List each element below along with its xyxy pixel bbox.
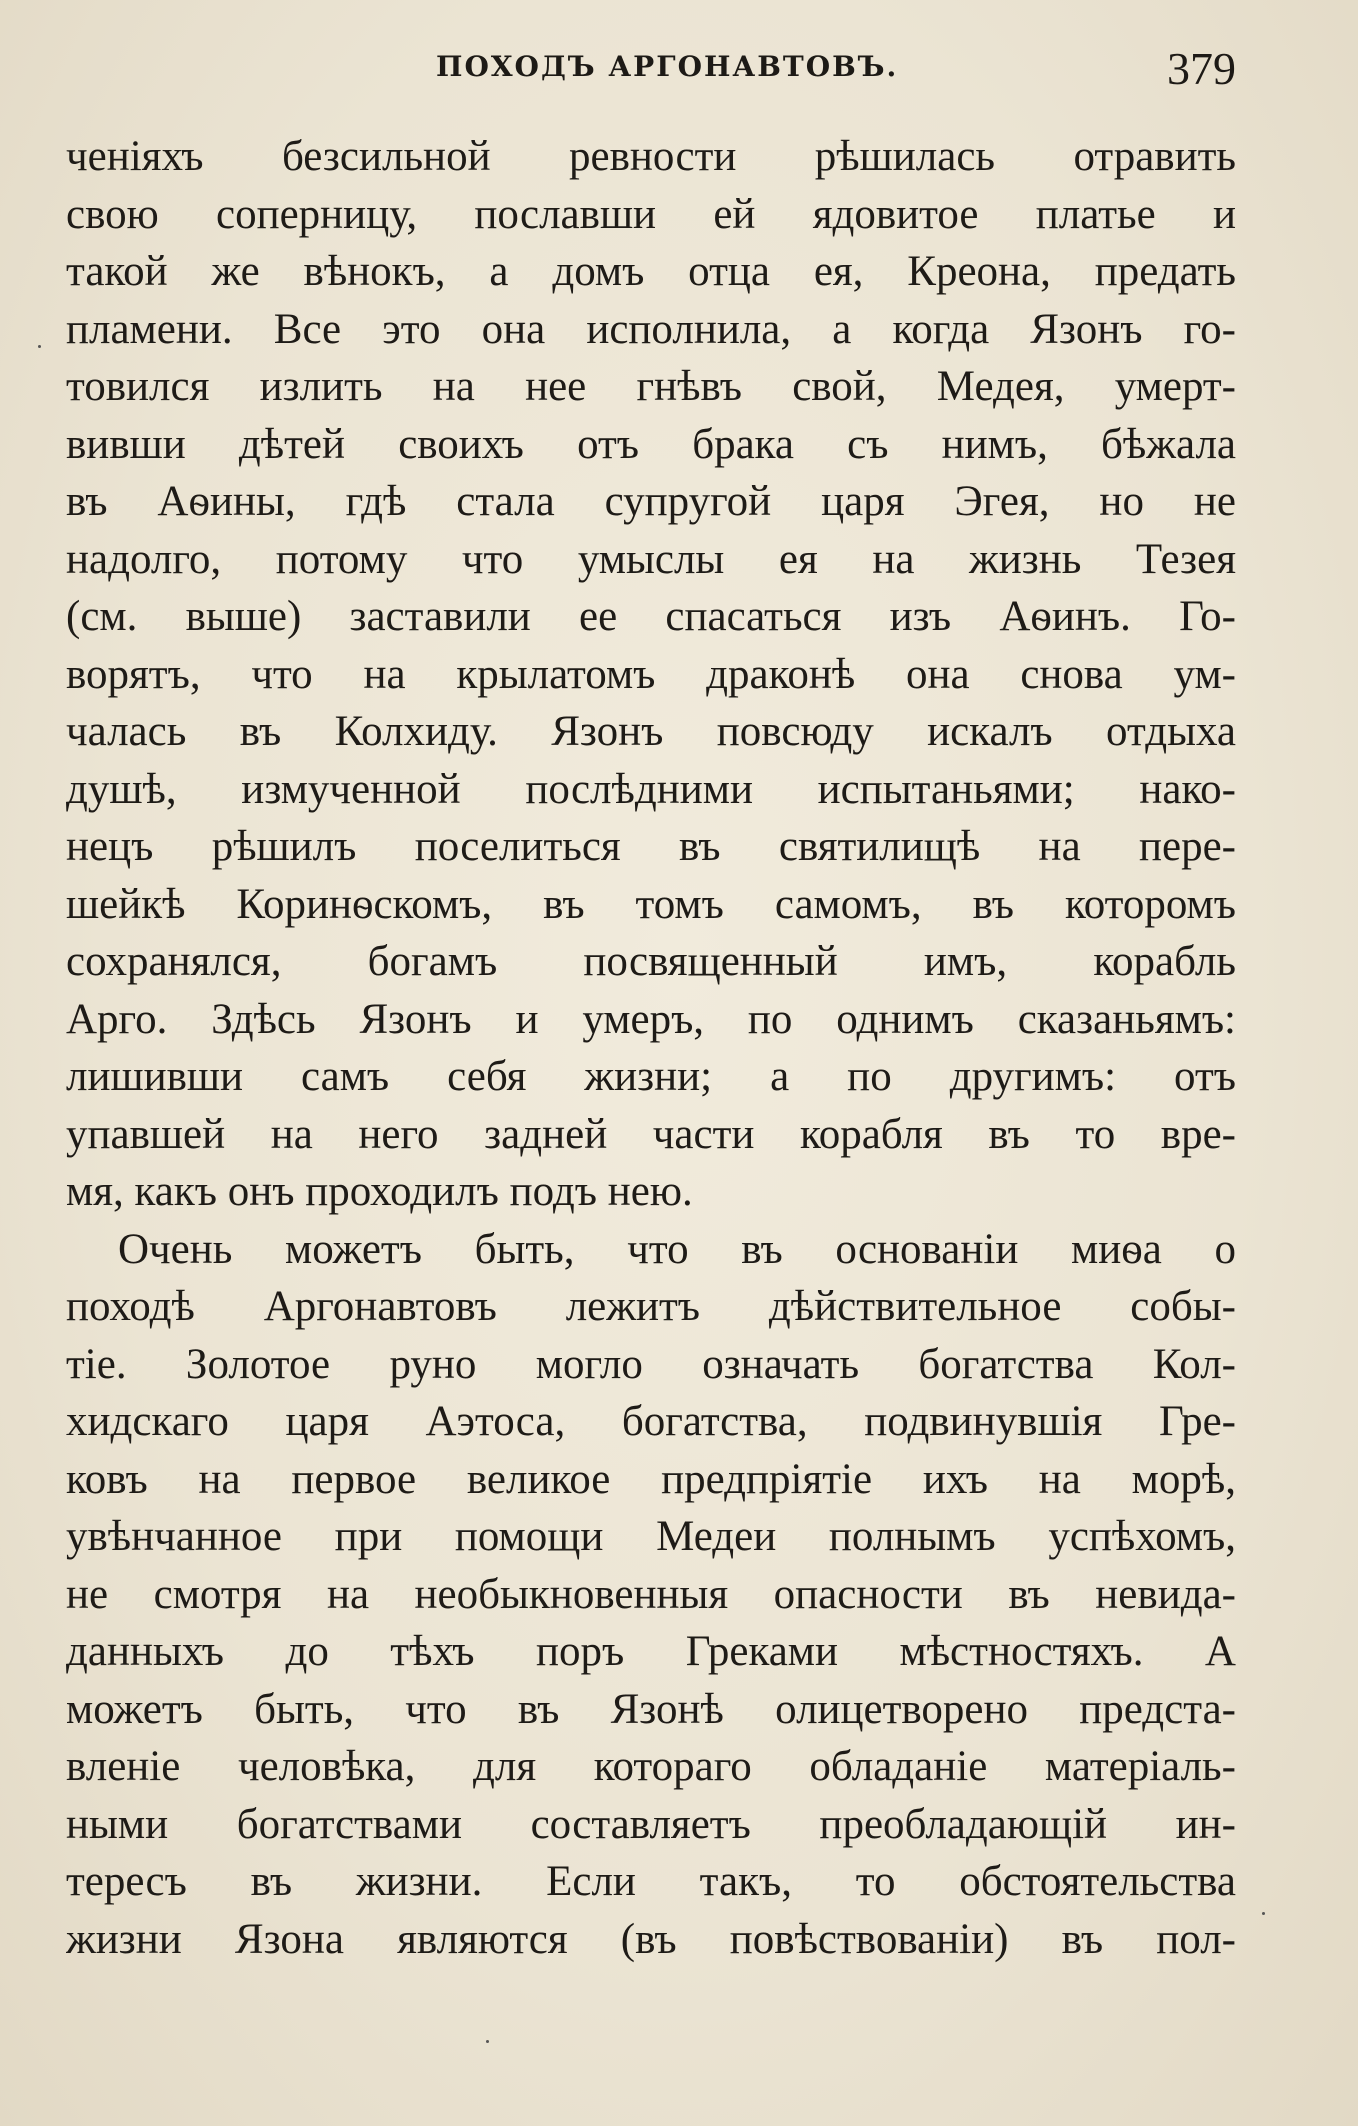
text-line: упавшей на него задней части корабля въ то вре- xyxy=(66,1110,1236,1158)
text-line: нецъ рѣшилъ поселиться въ святилищѣ на пере- xyxy=(66,823,1236,870)
running-head-title: ПОХОДЪ АРГОНАВТОВЪ. xyxy=(436,50,899,83)
text-line: не смотря на необыкновенныя опасности въ невида- xyxy=(66,1570,1236,1618)
text-line: ченіяхъ безсильной ревности рѣшилась отравить xyxy=(66,133,1236,180)
ink-speck xyxy=(486,2040,489,2043)
text-line: Арго. Здѣсь Язонъ и умеръ, по однимъ сказаньямъ: xyxy=(66,995,1236,1043)
text-line: чалась въ Колхиду. Язонъ повсюду искалъ отдыха xyxy=(66,708,1236,755)
text-line: тересъ въ жизни. Если такъ, то обстоятельства xyxy=(66,1858,1236,1905)
running-head xyxy=(66,42,1236,102)
text-line: надолго, потому что умыслы ея на жизнь Тезея xyxy=(66,535,1236,583)
text-line: мя, какъ онъ проходилъ подъ нею. xyxy=(66,1168,693,1215)
text-line: сохранялся, богамъ посвященный имъ, корабль xyxy=(66,938,1236,985)
text-line: увѣнчанное при помощи Медеи полнымъ успѣхомъ, xyxy=(66,1513,1236,1560)
paragraph-1 xyxy=(66,128,1236,1221)
text-line: шейкѣ Коринѳскомъ, въ томъ самомъ, въ которомъ xyxy=(66,880,1236,928)
text-line: свою соперницу, пославши ей ядовитое платье и xyxy=(66,190,1236,238)
paragraph-2 xyxy=(66,1221,1236,1969)
text-line: (см. выше) заставили ее спасаться изъ Аѳинъ. Го- xyxy=(66,593,1236,640)
text-line: въ Аѳины, гдѣ стала супругой царя Эгея, но не xyxy=(66,478,1236,525)
text-line: такой же вѣнокъ, а домъ отца ея, Креона, предать xyxy=(66,248,1236,295)
text-line: хидскаго царя Аэтоса, богатства, подвинувшія Гре- xyxy=(66,1398,1236,1445)
text-line: тіе. Золотое руно могло означать богатства Кол- xyxy=(66,1340,1236,1388)
text-line: ными богатствами составляетъ преобладающій ин- xyxy=(66,1800,1236,1848)
text-line: походѣ Аргонавтовъ лежитъ дѣйствительное собы- xyxy=(66,1283,1236,1330)
body-text xyxy=(66,128,1236,1968)
text-line: товился излить на нее гнѣвъ свой, Медея, умерт- xyxy=(66,363,1236,410)
text-line: жизни Язона являются (въ повѣствованіи) въ пол- xyxy=(66,1915,1236,1963)
ink-speck xyxy=(1262,1912,1265,1915)
ink-speck xyxy=(38,345,41,348)
text-line: ворятъ, что на крылатомъ драконѣ она снова ум- xyxy=(66,650,1236,698)
text-line: душѣ, измученной послѣдними испытаньями; нако- xyxy=(66,765,1236,813)
text-line: данныхъ до тѣхъ поръ Греками мѣстностяхъ. А xyxy=(66,1628,1236,1675)
text-line: ковъ на первое великое предпріятіе ихъ на морѣ, xyxy=(66,1455,1236,1503)
text-line: вленіе человѣка, для котораго обладаніе матеріаль- xyxy=(66,1743,1236,1790)
page-number: 379 xyxy=(1167,43,1236,94)
text-line: лишивши самъ себя жизни; а по другимъ: отъ xyxy=(66,1053,1236,1100)
text-line: Очень можетъ быть, что въ основаніи миѳа о xyxy=(118,1225,1236,1273)
text-line: можетъ быть, что въ Язонѣ олицетворено предста- xyxy=(66,1685,1236,1733)
text-line: вивши дѣтей своихъ отъ брака съ нимъ, бѣжала xyxy=(66,420,1236,468)
text-line: пламени. Все это она исполнила, а когда Язонъ го- xyxy=(66,305,1236,353)
